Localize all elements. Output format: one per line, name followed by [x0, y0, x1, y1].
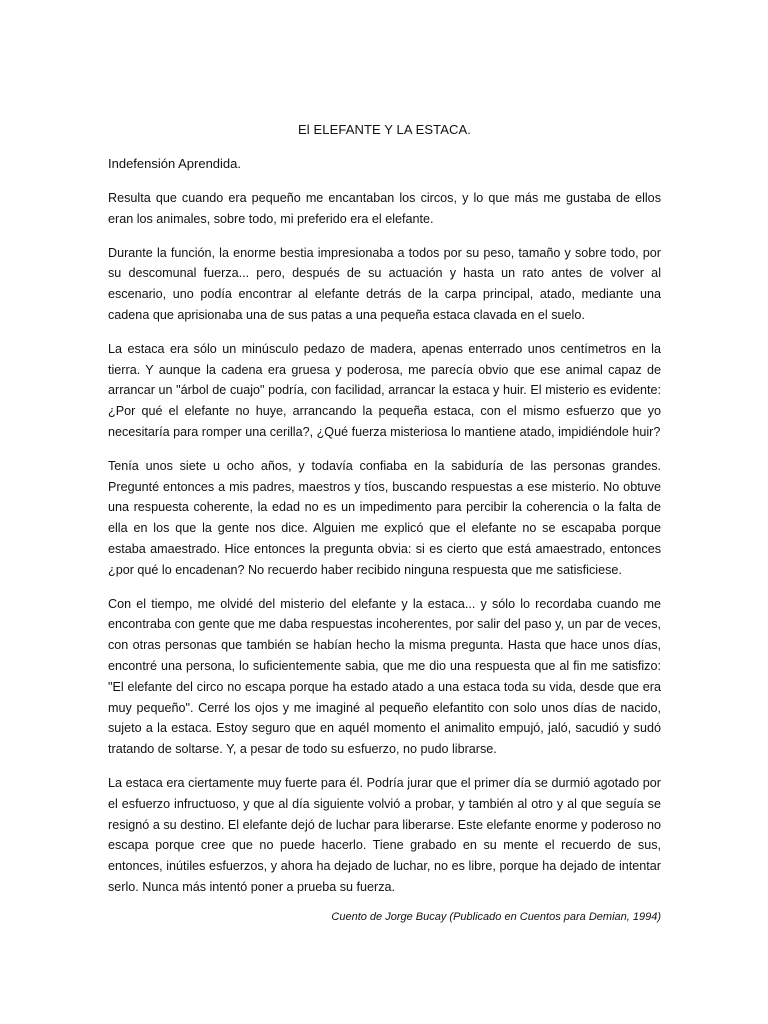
document-title: El ELEFANTE Y LA ESTACA.	[298, 122, 471, 137]
paragraph-1: Resulta que cuando era pequeño me encantaban los circos, y lo que más me gustaba de ellos eran los animales, sobre todo, mi preferido era el elefante.	[108, 191, 661, 226]
paragraph-6: La estaca era ciertamente muy fuerte para él. Podría jurar que el primer día se durmió agotado por el esfuerzo infructuoso, y que al día siguiente volvió a probar, y también al otro y al que seguía se resignó a su destino. El elefante dejó de luchar para liberarse. Este elefante enorme y poderoso no escapa porque cree que no puede hacerlo. Tiene grabado en su mente el recuerdo de sus, entonces, inútiles esfuerzos, y ahora ha dejado de luchar, no es libre, porque ha dejado de intentar serlo. Nunca más intentó poner a prueba su fuerza.	[108, 775, 661, 894]
document-page	[108, 122, 661, 923]
document-subtitle: Indefensión Aprendida.	[108, 156, 241, 171]
citation: Cuento de Jorge Bucay (Publicado en Cuentos para Demian, 1994)	[331, 910, 661, 923]
paragraph-2: Durante la función, la enorme bestia impresionaba a todos por su peso, tamaño y sobre todo, por su descomunal fuerza... pero, después de su actuación y hasta un rato antes de volver al escenario, uno podía encontrar al elefante detrás de la carpa principal, atado, mediante una cadena que aprisionaba una de sus patas a una pequeña estaca clavada en el suelo.	[108, 245, 661, 322]
paragraph-3: La estaca era sólo un minúsculo pedazo de madera, apenas enterrado unos centímetros en la tierra. Y aunque la cadena era gruesa y poderosa, me parecía obvio que ese animal capaz de arrancar un "árbol de cuajo" podría, con facilidad, arrancar la estaca y huir. El misterio es evidente: ¿Por qué el elefante no huye, arrancando la pequeña estaca, con el mismo esfuerzo que yo necesitaría para romper una cerilla?, ¿Qué fuerza misteriosa lo mantiene atado, impidiéndole huir?	[108, 341, 661, 439]
paragraph-4: Tenía unos siete u ocho años, y todavía confiaba en la sabiduría de las personas grandes. Pregunté entonces a mis padres, maestros y tíos, buscando respuestas a ese misterio. No obtuve una respuesta coherente, la edad no es un impedimento para percibir la coherencia o la falta de ella en los que la gente nos dice. Alguien me explicó que el elefante no se escapaba porque estaba amaestrado. Hice entonces la pregunta obvia: si es cierto que está amaestrado, entonces ¿por qué lo encadenan? No recuerdo haber recibido ninguna respuesta que me satisficiese.	[108, 458, 661, 577]
paragraph-5: Con el tiempo, me olvidé del misterio del elefante y la estaca... y sólo lo recordaba cuando me encontraba con gente que me daba respuestas incoherentes, por salir del paso y, un par de veces, con otras personas que también se habían hecho la misma pregunta. Hasta que hace unos días, encontré una persona, lo suficientemente sabia, que me dio una respuesta que al fin me satisfizo: "El elefante del circo no escapa porque ha estado atado a una estaca toda su vida, desde que era muy pequeño". Cerré los ojos y me imaginé al pequeño elefantito con solo unos días de nacido, sujeto a la estaca. Estoy seguro que en aquél momento el animalito empujó, jaló, sacudió y sudó tratando de soltarse. Y, a pesar de todo su esfuerzo, no pudo librarse.	[108, 596, 661, 757]
